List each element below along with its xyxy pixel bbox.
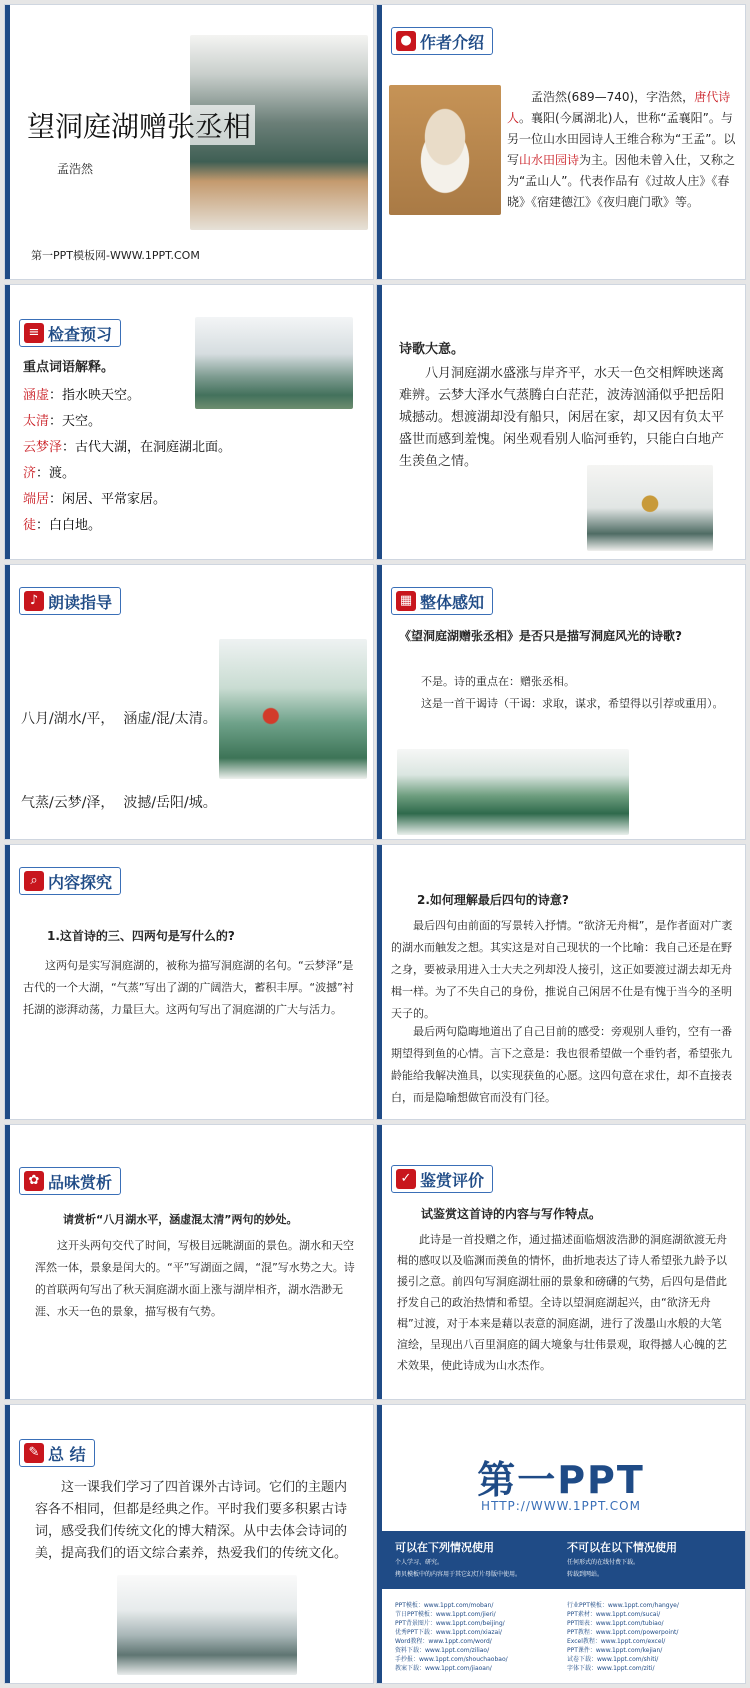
links-right: [567, 1601, 679, 1673]
section-tag: ▦ 整体感知: [391, 587, 493, 615]
appreciate-question: 请赏析“八月湖水平，涵虚混太清”两句的妙处。: [63, 1213, 298, 1226]
person-icon: ●: [396, 31, 416, 51]
slide-explore: [4, 844, 374, 1120]
resource-link[interactable]: PPT课件：www.1ppt.com/kejian/: [567, 1647, 663, 1654]
slide-overall: [376, 564, 746, 840]
brand-logo: 第一PPT: [477, 1458, 645, 1502]
explore2-para-2: 最后两句隐晦地道出了自己目前的感受：旁观别人垂钓，空有一番期望得到鱼的心情。言下之意是：我也很希望做一个垂钓者，希望张九龄能给我解决渔具，以实现获鱼的心愿。这四句意在求仕，却不直接表白，而是隐喻想做官而没有门径。: [391, 1025, 732, 1104]
resource-link[interactable]: PPT模板：www.1ppt.com/moban/: [395, 1602, 494, 1609]
meaning-heading: 诗歌大意。: [399, 342, 465, 357]
section-tag: ✓ 鉴赏评价: [391, 1165, 493, 1193]
slide-title: [4, 4, 374, 280]
vocab-item: 徒：白白地。: [23, 518, 102, 533]
slide-appreciate: [4, 1124, 374, 1400]
resource-link[interactable]: 教案下载：www.1ppt.com/jiaoan/: [395, 1665, 492, 1672]
disallowed-title: 不可以在以下情况使用: [567, 1541, 677, 1554]
reading-lines: [21, 649, 217, 840]
brand-url[interactable]: HTTP://WWW.1PPT.COM: [481, 1499, 641, 1513]
disallowed-item: 任何形式的在线付费下载。: [567, 1559, 640, 1566]
slide-meaning: [376, 284, 746, 560]
author-bio: 孟浩然(689—740)，字浩然，唐代诗人。襄阳(今属湖北)人，世称“孟襄阳”。与另一位山水田园诗人王维合称为“王孟”。以写山水田园诗为主。因他未曾入仕，又称之为“孟山人”。代表作品有《过故人庄》《春晓》《宿建德江》《夜归鹿门歌》等。: [507, 90, 736, 209]
slide-explore-2: [376, 844, 746, 1120]
slide-reading: [4, 564, 374, 840]
resource-link[interactable]: 字体下载：www.1ppt.com/ziti/: [567, 1665, 655, 1672]
slide-brand: [376, 1404, 746, 1684]
slide-author: [376, 4, 746, 280]
links-left: [395, 1601, 508, 1673]
explore-question: 1.这首诗的三、四两句是写什么的?: [47, 929, 235, 943]
resource-link[interactable]: 行业PPT模板：www.1ppt.com/hangye/: [567, 1602, 679, 1609]
list-icon: ≡: [24, 323, 44, 343]
author-name: 孟浩然: [57, 162, 94, 176]
overall-answer-2: 这是一首干谒诗（干谒：求取，谋求，希望得以引荐或重用）。: [421, 697, 724, 710]
usage-panel: [377, 1531, 745, 1589]
slide-summary: [4, 1404, 374, 1684]
checklist-icon: ✓: [396, 1169, 416, 1189]
grid-icon: ▦: [396, 591, 416, 611]
pavilion-tree-painting: [219, 639, 367, 779]
disallowed-item: 转载到网站。: [567, 1571, 604, 1578]
vocab-heading: 重点词语解释。: [23, 360, 115, 375]
explore-answer: 这两句是实写洞庭湖的，被称为描写洞庭湖的名句。“云梦泽”是古代的一个大湖，“气蒸”写出了湖的广阔浩大，蓄积丰厚。“波撼”衬托湖的澎湃动荡，力量巨大。这两句写出了洞庭湖的广大与活力。: [23, 959, 354, 1016]
resource-link[interactable]: 优秀PPT下载：www.1ppt.com/xiazai/: [395, 1629, 502, 1636]
vocab-list: [23, 383, 231, 539]
lake-painting: [397, 749, 629, 835]
ink-landscape: [117, 1575, 297, 1675]
section-tag: ● 作者介绍: [391, 27, 493, 55]
magnifier-icon: ⌕: [24, 871, 44, 891]
resource-link[interactable]: PPT素材：www.1ppt.com/sucai/: [567, 1611, 661, 1618]
flower-icon: ✿: [24, 1171, 44, 1191]
explore2-question: 2.如何理解最后四句的诗意?: [417, 893, 569, 907]
microphone-icon: ♪: [24, 591, 44, 611]
pavilion-painting: [587, 465, 713, 551]
explore2-para-1: 最后四句由前面的写景转入抒情。“欲济无舟楫”，是作者面对广袤的湖水而触发之想。其实这是对自己现状的一个比喻：我自己还是在野之身，要被录用进入士大夫之列却没人接引，这正如要渡过湖去却无舟楫一样。为了不失自己的身份，推说自己闲居不仕是有愧于当今的圣明天子的。: [391, 919, 733, 1020]
resource-link[interactable]: 手抄报：www.1ppt.com/shouchaobao/: [395, 1656, 508, 1663]
presentation-title: 望洞庭湖赠张丞相: [23, 105, 255, 145]
vocab-item: 端居：闲居、平常家居。: [23, 492, 167, 507]
resource-link[interactable]: 资料下载：www.1ppt.com/ziliao/: [395, 1647, 490, 1654]
overall-question: 《望洞庭湖赠张丞相》是否只是描写洞庭风光的诗歌?: [399, 629, 682, 643]
reading-line: 气蒸/云梦/泽， 波撼/岳阳/城。: [21, 795, 217, 811]
allowed-item: 拷贝模板中的内容用于其它幻灯片母版中使用。: [395, 1571, 522, 1578]
resource-link[interactable]: PPT背景图片：www.1ppt.com/beijing/: [395, 1620, 505, 1627]
vocab-item: 涵虚：指水映天空。: [23, 388, 141, 403]
section-tag: ⌕ 内容探究: [19, 867, 121, 895]
section-tag: ≡ 检查预习: [19, 319, 121, 347]
footer-text: 第一PPT模板网-WWW.1PPT.COM: [31, 249, 200, 262]
resource-link[interactable]: Excel教程：www.1ppt.com/excel/: [567, 1638, 666, 1645]
slide-preview: [4, 284, 374, 560]
vocab-item: 太清：天空。: [23, 414, 102, 429]
appreciate-answer: 这开头两句交代了时间，写极目远眺湖面的景色。湖水和天空浑然一体，景象是闰大的。“平”写湖面之阔，“混”写水势之大。诗的首联两句写出了秋天洞庭湖水面上涨与湖岸相齐，湖水浩渺无涯、水天一色的景象，描写极有气势。: [35, 1239, 355, 1318]
evaluate-question: 试鉴赏这首诗的内容与写作特点。: [421, 1207, 602, 1221]
pencil-icon: ✎: [24, 1443, 44, 1463]
slide-evaluate: [376, 1124, 746, 1400]
overall-answer-1: 不是。诗的重点在：赠张丞相。: [421, 675, 575, 688]
evaluate-answer: 此诗是一首投赠之作，通过描述面临烟波浩渺的洞庭湖欲渡无舟楫的感叹以及临渊而羡鱼的情怀，曲折地表达了诗人希望张九龄予以援引之意。前四句写洞庭湖壮丽的景象和磅礴的气势，后四句是借此抒发自己的政治热情和希望。全诗以望洞庭湖起兴，由“欲济无舟楫”过渡，对于本来是藉以表意的洞庭湖，进行了泼墨山水般的大笔渲绘，呈现出八百里洞庭的阔大境象与壮伟景观，取得撼人心魄的艺术效果，使此诗成为山水杰作。: [397, 1233, 727, 1372]
vocab-item: 济：渡。: [23, 466, 76, 481]
section-tag: ✿ 品味赏析: [19, 1167, 121, 1195]
reading-line: 八月/湖水/平， 涵虚/混/太清。: [21, 711, 217, 727]
summary-body: 这一课我们学习了四首课外古诗词。它们的主题内容各不相同，但都是经典之作。平时我们要多积累古诗词，感受我们传统文化的博大精深。从中去体会诗词的美，提高我们的语文综合素养，热爱我们的传统文化。: [35, 1480, 348, 1561]
resource-link[interactable]: 试卷下载：www.1ppt.com/shiti/: [567, 1656, 659, 1663]
allowed-title: 可以在下列情况使用: [395, 1541, 494, 1554]
vocab-item: 云梦泽：古代大湖，在洞庭湖北面。: [23, 440, 232, 455]
author-portrait: [389, 85, 501, 215]
resource-link[interactable]: PPT图表：www.1ppt.com/tubiao/: [567, 1620, 664, 1627]
resource-link[interactable]: Word教程：www.1ppt.com/word/: [395, 1638, 492, 1645]
meaning-body: 八月洞庭湖水盛涨与岸齐平，水天一色交相辉映迷离难辨。云梦大泽水气蒸腾白白茫茫，波涛汹涌似乎把岳阳城撼动。想渡湖却没有船只，闲居在家，却又因有负太平盛世而感到羞愧。闲坐观看别人临河垂钓，只能白白地产生羡鱼之情。: [399, 366, 725, 469]
section-tag: ♪ 朗读指导: [19, 587, 121, 615]
resource-link[interactable]: 节日PPT模板：www.1ppt.com/jieri/: [395, 1611, 496, 1618]
section-tag: ✎ 总 结: [19, 1439, 95, 1467]
allowed-item: 个人学习、研究。: [395, 1559, 444, 1566]
resource-link[interactable]: PPT教程：www.1ppt.com/powerpoint/: [567, 1629, 679, 1636]
